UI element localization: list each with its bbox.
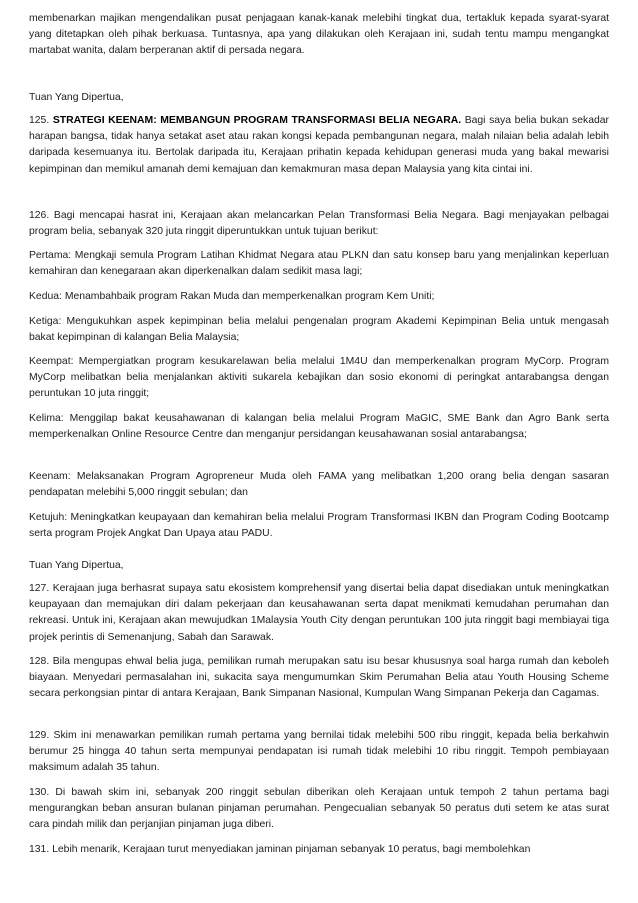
paragraph-127: 127. Kerajaan juga berhasrat supaya satu ekosistem komprehensif yang disertai belia dapat disediakan untuk meningkatkan keupayaan dan memajukan diri dalam pekerjaan dan keusahawanan serta dapat menikmati kemudahan perumahan dan rekreasi. Untuk ini, Kerajaan akan mewujudkan 1Malaysia Youth City dengan peruntukan 100 juta ringgit bagi membiayai tiga projek perintis di Semenanjung, Sabah dan Sarawak. — [29, 583, 609, 643]
salutation: Tuan Yang Dipertua, — [29, 560, 124, 571]
paragraph-number: 125. — [29, 115, 50, 126]
paragraph-125 — [29, 113, 609, 178]
list-item-ketiga: Ketiga: Mengukuhkan aspek kepimpinan belia melalui pengenalan program Akademi Kepimpinan Belia untuk mengasah bakat kepimpinan di kalangan Belia Malaysia; — [29, 316, 609, 344]
list-item-pertama: Pertama: Mengkaji semula Program Latihan Khidmat Negara atau PLKN dan satu konsep baru yang menjalinkan keperluan kemahiran dan kenegaraan akan diperkenalkan dalam sedikit masa lagi; — [29, 250, 609, 278]
paragraph-continuation: membenarkan majikan mengendalikan pusat penjagaan kanak-kanak melebihi tingkat dua, tertakluk kepada syarat-syarat yang ditetapkan oleh pihak berkuasa. Tuntasnya, apa yang dilakukan oleh Kerajaan ini, sudah tentu mampu mengangkat martabat wanita, dalam berperanan aktif di persada negara. — [29, 13, 609, 57]
list-item-ketujuh: Ketujuh: Meningkatkan keupayaan dan kemahiran belia melalui Program Transformasi IKBN dan Program Coding Bootcamp serta program Projek Angkat Dan Upaya atau PADU. — [29, 512, 609, 540]
paragraph-126: 126. Bagi mencapai hasrat ini, Kerajaan akan melancarkan Pelan Transformasi Belia Negara. Bagi menjayakan pelbagai program belia, sebanyak 320 juta ringgit diperuntukkan untuk tujuan berikut: — [29, 210, 609, 238]
paragraph-body: Bagi saya belia bukan sekadar harapan bangsa, tidak hanya setakat aset atau rakan kongsi kepada pembangunan negara, malah nilaian belia adalah lebih daripada kesemuanya itu. Bertolak daripada itu, Kerajaan prihatin kepada kehidupan generasi muda yang bakal mewarisi kepimpinan dan memikul amanah demi kemajuan dan kemakmuran masa depan Malaysia yang kita cintai ini. — [29, 115, 610, 175]
paragraph-131: 131. Lebih menarik, Kerajaan turut menyediakan jaminan pinjaman sebanyak 10 peratus, bagi membolehkan — [29, 844, 531, 855]
paragraph-130: 130. Di bawah skim ini, sebanyak 200 ringgit sebulan diberikan oleh Kerajaan untuk tempoh 2 tahun pertama bagi mengurangkan beban ansuran bulanan pinjaman perumahan. Pengecualian sebanyak 50 peratus duti setem ke atas surat cara pindah milik dan perjanjian pinjaman juga diberi. — [29, 787, 609, 831]
list-item-kedua: Kedua: Menambahbaik program Rakan Muda dan memperkenalkan program Kem Uniti; — [29, 291, 435, 302]
list-item-keenam: Keenam: Melaksanakan Program Agropreneur Muda oleh FAMA yang melibatkan 1,200 orang belia dengan sasaran pendapatan melebihi 5,000 ringgit sebulan; dan — [29, 471, 609, 499]
strategy-heading: STRATEGI KEENAM: MEMBANGUN PROGRAM TRANSFORMASI BELIA NEGARA. — [52, 115, 462, 126]
list-item-kelima: Kelima: Menggilap bakat keusahawanan di kalangan belia melalui Program MaGIC, SME Bank dan Agro Bank serta memperkenalkan Online Resource Centre dan menganjur persidangan keusahawanan sosial antarabangsa; — [29, 413, 609, 441]
paragraph-129: 129. Skim ini menawarkan pemilikan rumah pertama yang bernilai tidak melebihi 500 ribu ringgit, kepada belia berkahwin berumur 25 hingga 40 tahun serta mempunyai pendapatan isi rumah tidak melebihi 10 ribu ringgit. Tempoh pembiayaan maksimum adalah 35 tahun. — [29, 730, 609, 774]
list-item-keempat: Keempat: Mempergiatkan program kesukarelawan belia melalui 1M4U dan memperkenalkan program MyCorp. Program MyCorp melibatkan belia menjalankan aktiviti sukarela kebajikan dan sosio ekonomi di peringkat antarabangsa dengan peruntukan 10 juta ringgit; — [29, 356, 609, 400]
paragraph-128: 128. Bila mengupas ehwal belia juga, pemilikan rumah merupakan satu isu besar khususnya soal harga rumah dan keboleh biayaan. Menyedari permasalahan ini, sukacita saya mengumumkan Skim Perumahan Belia atau Youth Housing Scheme secara perkongsian pintar di antara Kerajaan, Bank Simpanan Nasional, Kumpulan Wang Simpanan Pekerja dan Cagamas. — [29, 656, 609, 700]
salutation: Tuan Yang Dipertua, — [29, 92, 124, 103]
